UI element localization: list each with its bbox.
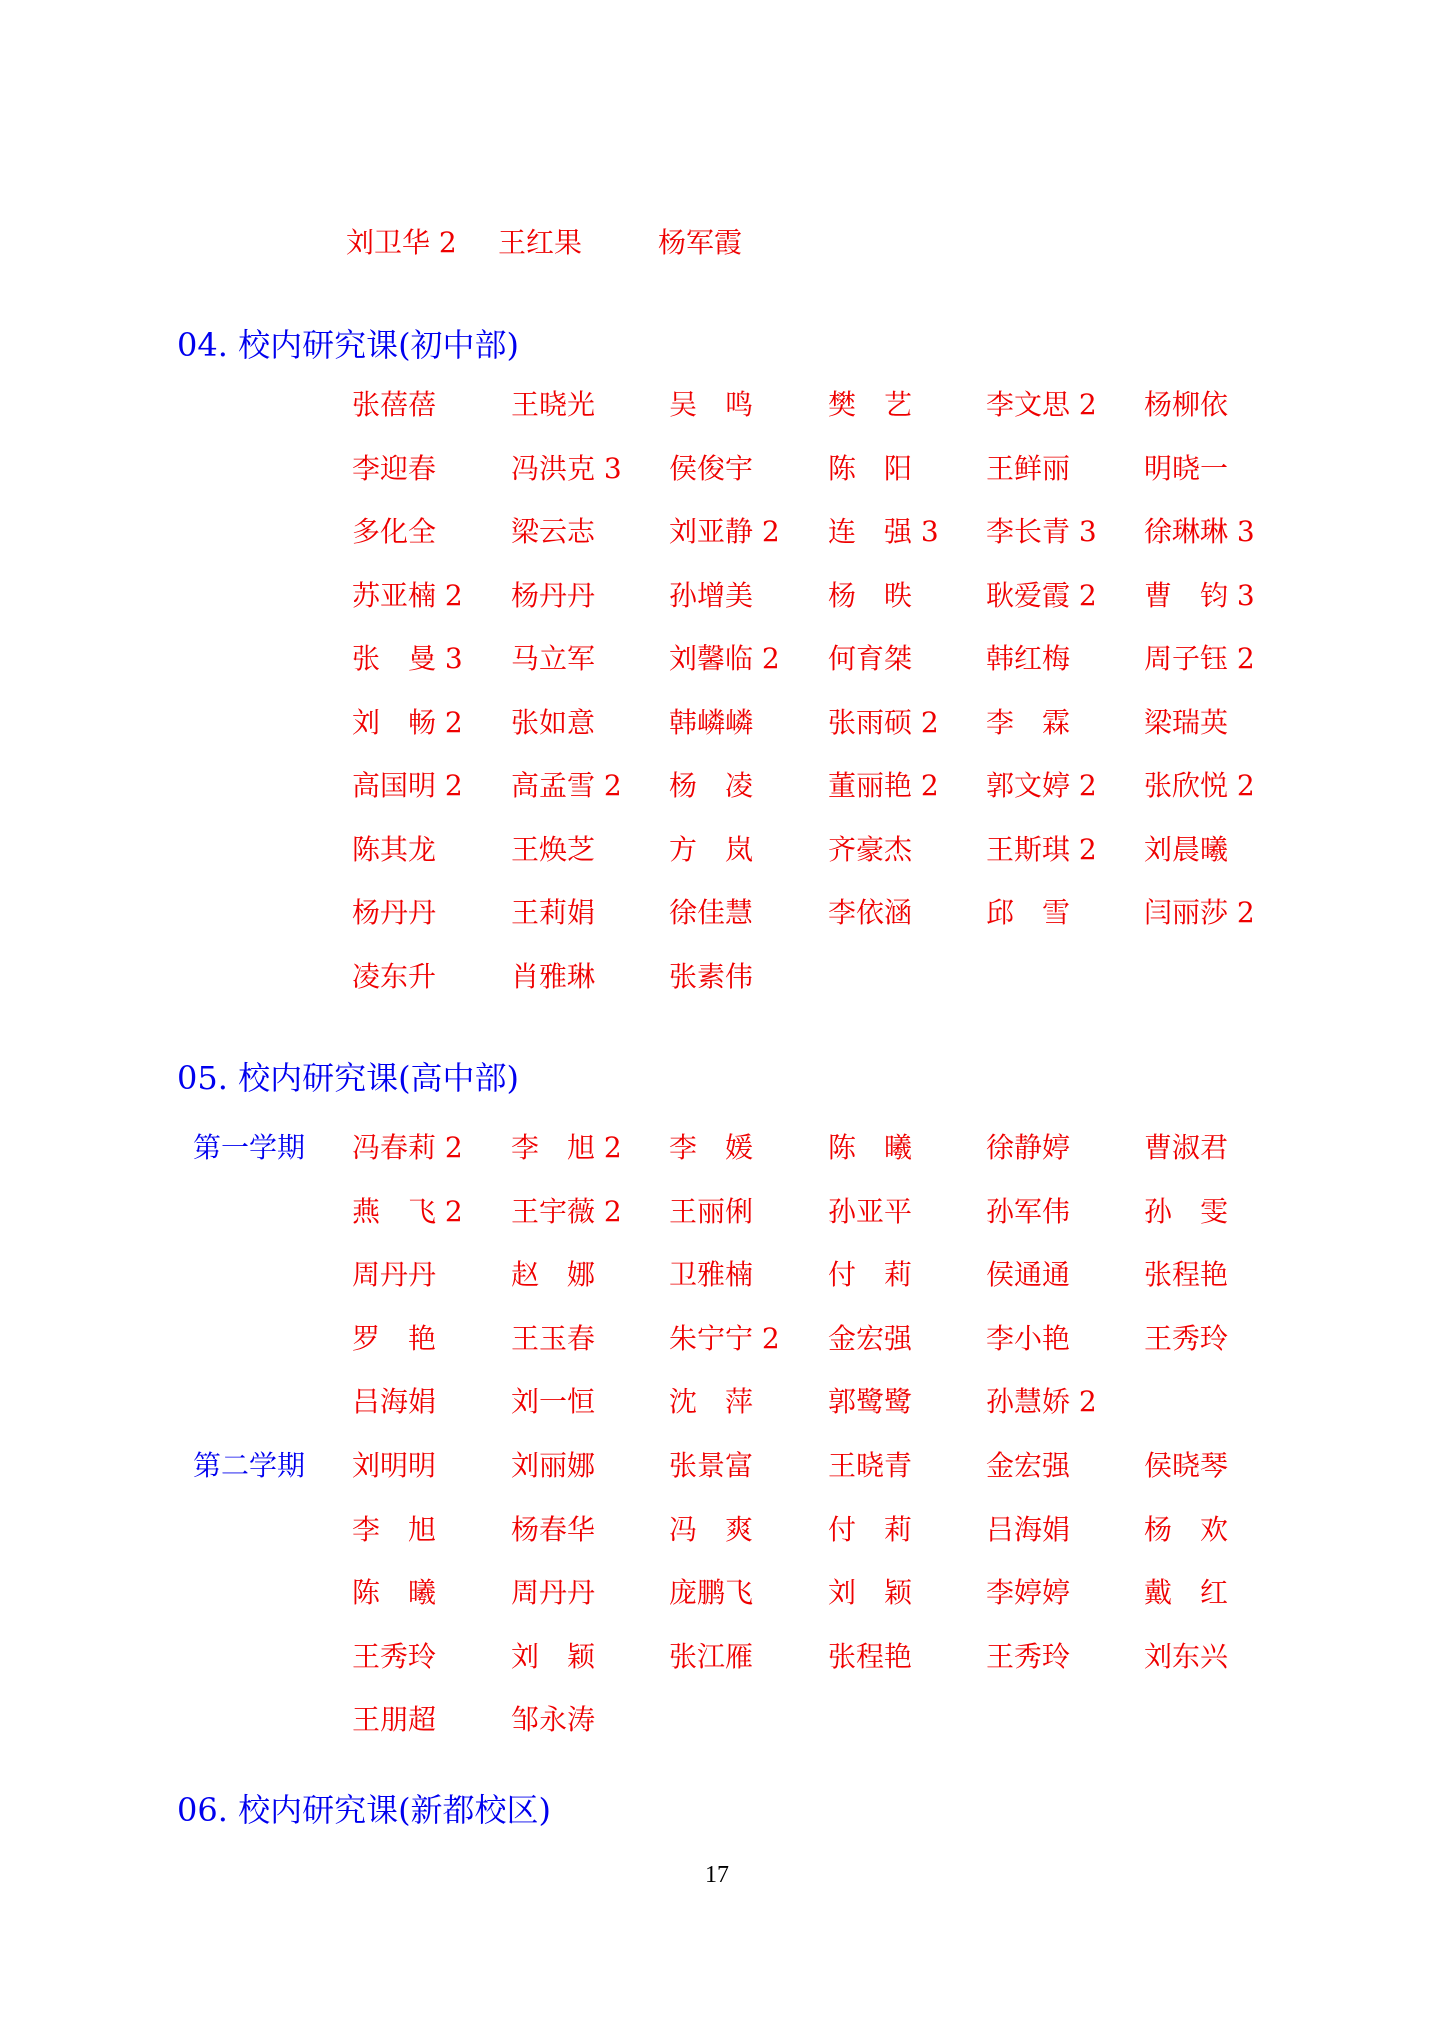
name-cell: 苏亚楠 2 (352, 578, 463, 612)
name-cell: 高国明 2 (352, 769, 463, 802)
name-cell: 王斯琪 2 (986, 832, 1097, 866)
name-cell: 张雨硕 2 (828, 705, 939, 739)
section-heading: 04. 校内研究课(初中部) (177, 326, 520, 364)
name-cell: 刘 颖 (511, 1639, 596, 1673)
name-cell: 李迎春 (352, 451, 437, 485)
name-cell: 张 曼 3 (352, 642, 463, 675)
name-cell: 张蓓蓓 (352, 388, 437, 421)
section-heading: 06. 校内研究课(新都校区) (177, 1791, 552, 1829)
name-cell: 杨军霞 (658, 226, 743, 259)
name-cell: 明晓一 (1144, 451, 1229, 485)
name-cell: 齐豪杰 (828, 832, 913, 866)
name-cell: 陈其龙 (352, 832, 437, 866)
name-cell: 董丽艳 2 (828, 769, 939, 802)
name-cell: 梁云志 (511, 515, 596, 548)
name-cell: 刘丽娜 (511, 1449, 596, 1482)
name-cell: 张程艳 (828, 1639, 913, 1673)
name-cell: 张江雁 (669, 1639, 754, 1673)
name-cell: 刘卫华 2 (346, 226, 457, 259)
name-cell: 多化全 (352, 515, 437, 548)
name-cell: 耿爱霞 2 (986, 578, 1097, 612)
name-cell: 王丽俐 (669, 1194, 754, 1228)
name-cell: 张程艳 (1144, 1258, 1229, 1291)
name-cell: 王朋超 (352, 1703, 437, 1736)
name-cell: 杨 凌 (669, 769, 754, 802)
name-cell: 陈 曦 (828, 1131, 913, 1164)
name-cell: 吴 鸣 (669, 388, 754, 421)
name-cell: 刘明明 (352, 1449, 437, 1482)
name-cell: 王鲜丽 (986, 451, 1071, 485)
name-cell: 李 霖 (986, 705, 1071, 739)
name-cell: 孙 雯 (1144, 1194, 1229, 1228)
name-cell: 樊 艺 (828, 388, 913, 421)
name-cell: 刘 畅 2 (352, 705, 463, 739)
name-cell: 曹 钧 3 (1144, 578, 1255, 612)
name-cell: 李依涵 (828, 896, 913, 929)
name-cell: 杨柳依 (1144, 388, 1229, 421)
name-cell: 杨 昳 (828, 578, 913, 612)
name-cell: 金宏强 (986, 1449, 1071, 1482)
name-cell: 孙增美 (669, 578, 754, 612)
name-cell: 吕海娟 (986, 1512, 1071, 1546)
name-cell: 徐琳琳 3 (1144, 515, 1255, 548)
name-cell: 张如意 (511, 705, 596, 739)
name-cell: 周丹丹 (352, 1258, 437, 1291)
term-label: 第二学期 (193, 1449, 306, 1482)
name-cell: 王红果 (498, 226, 583, 259)
name-cell: 杨丹丹 (352, 896, 437, 929)
name-cell: 连 强 3 (828, 515, 939, 548)
name-cell: 罗 艳 (352, 1321, 437, 1355)
name-cell: 冯春莉 2 (352, 1131, 463, 1164)
name-cell: 闫丽莎 2 (1144, 896, 1255, 929)
page-number: 17 (705, 1862, 729, 1888)
name-cell: 吕海娟 (352, 1385, 437, 1418)
name-cell: 韩红梅 (986, 642, 1071, 675)
name-cell: 张景富 (669, 1449, 754, 1482)
name-cell: 侯俊宇 (669, 451, 754, 485)
name-cell: 徐静婷 (986, 1131, 1071, 1164)
name-cell: 李长青 3 (986, 515, 1097, 548)
name-cell: 朱宁宁 2 (669, 1321, 780, 1355)
name-cell: 侯通通 (986, 1258, 1071, 1291)
name-cell: 徐佳慧 (669, 896, 754, 929)
name-cell: 高孟雪 2 (511, 769, 622, 802)
name-cell: 李 旭 (352, 1512, 437, 1546)
name-cell: 李婷婷 (986, 1576, 1071, 1609)
name-cell: 陈 曦 (352, 1576, 437, 1609)
name-cell: 韩嶙嶙 (669, 705, 754, 739)
name-cell: 金宏强 (828, 1321, 913, 1355)
name-cell: 王宇薇 2 (511, 1194, 622, 1228)
name-cell: 侯晓琴 (1144, 1449, 1229, 1482)
name-cell: 李文思 2 (986, 388, 1097, 421)
name-cell: 刘馨临 2 (669, 642, 780, 675)
name-cell: 付 莉 (828, 1512, 913, 1546)
section-heading: 05. 校内研究课(高中部) (177, 1059, 520, 1097)
name-cell: 王焕芝 (511, 832, 596, 866)
name-cell: 李 旭 2 (511, 1131, 622, 1164)
name-cell: 孙慧娇 2 (986, 1385, 1097, 1418)
name-cell: 刘晨曦 (1144, 832, 1229, 866)
name-cell: 刘东兴 (1144, 1639, 1229, 1673)
name-cell: 孙亚平 (828, 1194, 913, 1228)
name-cell: 郭文婷 2 (986, 769, 1097, 802)
name-cell: 王莉娟 (511, 896, 596, 929)
name-cell: 沈 萍 (669, 1385, 754, 1418)
name-cell: 庞鹏飞 (669, 1576, 754, 1609)
name-cell: 张欣悦 2 (1144, 769, 1255, 802)
name-cell: 冯洪克 3 (511, 451, 622, 485)
name-cell: 冯 爽 (669, 1512, 754, 1546)
name-cell: 王秀玲 (986, 1639, 1071, 1673)
name-cell: 赵 娜 (511, 1258, 596, 1291)
name-cell: 郭鹭鹭 (828, 1385, 913, 1418)
name-cell: 王玉春 (511, 1321, 596, 1355)
name-cell: 王秀玲 (352, 1639, 437, 1673)
name-cell: 杨 欢 (1144, 1512, 1229, 1546)
name-cell: 李小艳 (986, 1321, 1071, 1355)
name-cell: 戴 红 (1144, 1576, 1229, 1609)
name-cell: 王晓青 (828, 1449, 913, 1482)
name-cell: 邱 雪 (986, 896, 1071, 929)
name-cell: 王晓光 (511, 388, 596, 421)
name-cell: 肖雅琳 (511, 959, 596, 993)
name-cell: 付 莉 (828, 1258, 913, 1291)
term-label: 第一学期 (193, 1131, 306, 1164)
name-cell: 李 媛 (669, 1131, 754, 1164)
name-cell: 杨丹丹 (511, 578, 596, 612)
name-cell: 周子钰 2 (1144, 642, 1255, 675)
name-cell: 陈 阳 (828, 451, 913, 485)
name-cell: 梁瑞英 (1144, 705, 1229, 739)
name-cell: 刘亚静 2 (669, 515, 780, 548)
name-cell: 邹永涛 (511, 1703, 596, 1736)
name-cell: 何育桀 (828, 642, 913, 675)
name-cell: 方 岚 (669, 832, 754, 866)
name-cell: 卫雅楠 (669, 1258, 754, 1291)
name-cell: 周丹丹 (511, 1576, 596, 1609)
name-cell: 王秀玲 (1144, 1321, 1229, 1355)
name-cell: 杨春华 (511, 1512, 596, 1546)
name-cell: 张素伟 (669, 959, 754, 993)
name-cell: 曹淑君 (1144, 1131, 1229, 1164)
name-cell: 燕 飞 2 (352, 1194, 463, 1228)
name-cell: 马立军 (511, 642, 596, 675)
name-cell: 凌东升 (352, 959, 437, 993)
name-cell: 刘一恒 (511, 1385, 596, 1418)
name-cell: 孙军伟 (986, 1194, 1071, 1228)
name-cell: 刘 颖 (828, 1576, 913, 1609)
